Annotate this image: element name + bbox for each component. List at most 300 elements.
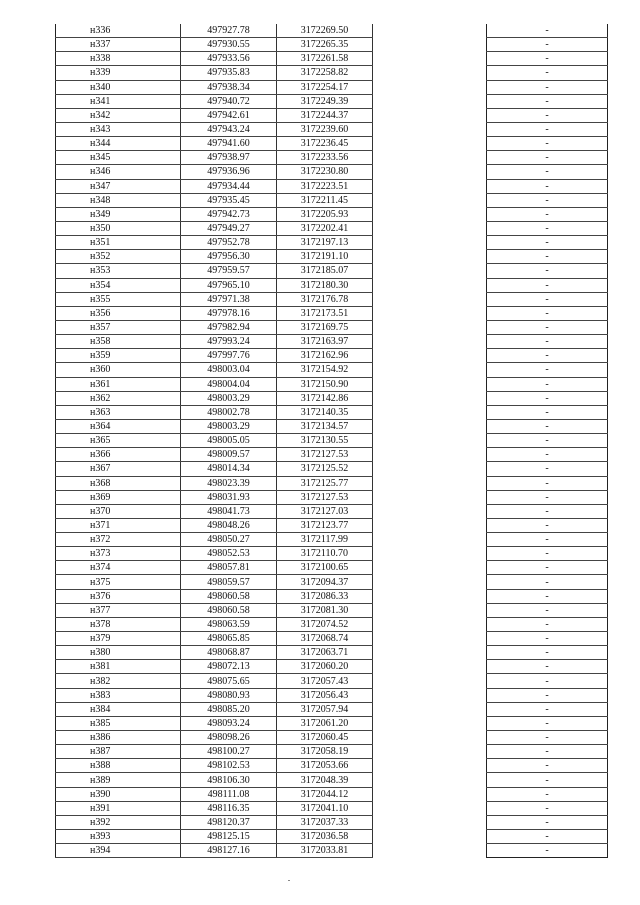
x-coordinate-cell: 497956.30: [181, 250, 277, 264]
x-coordinate-cell: 498057.81: [181, 561, 277, 575]
point-cell: н341: [56, 94, 181, 108]
note-cell: -: [487, 264, 608, 278]
blank-cell: [373, 122, 487, 136]
y-coordinate-cell: 3172053.66: [277, 759, 373, 773]
y-coordinate-cell: 3172125.52: [277, 462, 373, 476]
x-coordinate-cell: 497935.83: [181, 66, 277, 80]
x-coordinate-cell: 498072.13: [181, 660, 277, 674]
point-cell: н381: [56, 660, 181, 674]
table-row: [56, 688, 608, 702]
note-cell: -: [487, 250, 608, 264]
table-row: [56, 575, 608, 589]
x-coordinate-cell: 498075.65: [181, 674, 277, 688]
x-coordinate-cell: 498102.53: [181, 759, 277, 773]
point-cell: н344: [56, 137, 181, 151]
note-cell: -: [487, 236, 608, 250]
table-row: [56, 702, 608, 716]
point-cell: н339: [56, 66, 181, 80]
note-cell: -: [487, 844, 608, 858]
blank-cell: [373, 759, 487, 773]
note-cell: -: [487, 815, 608, 829]
blank-cell: [373, 589, 487, 603]
note-cell: -: [487, 221, 608, 235]
x-coordinate-cell: 498048.26: [181, 518, 277, 532]
table-row: [56, 250, 608, 264]
table-row: [56, 844, 608, 858]
blank-cell: [373, 547, 487, 561]
blank-cell: [373, 193, 487, 207]
table-row: [56, 151, 608, 165]
x-coordinate-cell: 498014.34: [181, 462, 277, 476]
y-coordinate-cell: 3172041.10: [277, 801, 373, 815]
table-row: [56, 292, 608, 306]
table-row: [56, 405, 608, 419]
blank-cell: [373, 391, 487, 405]
table-row: [56, 377, 608, 391]
y-coordinate-cell: 3172261.58: [277, 52, 373, 66]
note-cell: -: [487, 94, 608, 108]
y-coordinate-cell: 3172117.99: [277, 533, 373, 547]
point-cell: н337: [56, 38, 181, 52]
note-cell: -: [487, 674, 608, 688]
table-row: [56, 448, 608, 462]
y-coordinate-cell: 3172074.52: [277, 617, 373, 631]
note-cell: -: [487, 716, 608, 730]
point-cell: н383: [56, 688, 181, 702]
y-coordinate-cell: 3172037.33: [277, 815, 373, 829]
note-cell: -: [487, 787, 608, 801]
x-coordinate-cell: 498127.16: [181, 844, 277, 858]
point-cell: н393: [56, 830, 181, 844]
x-coordinate-cell: 498041.73: [181, 504, 277, 518]
blank-cell: [373, 179, 487, 193]
table-row: [56, 434, 608, 448]
table-row: [56, 108, 608, 122]
blank-cell: [373, 405, 487, 419]
y-coordinate-cell: 3172239.60: [277, 122, 373, 136]
note-cell: -: [487, 24, 608, 38]
blank-cell: [373, 250, 487, 264]
x-coordinate-cell: 498031.93: [181, 490, 277, 504]
y-coordinate-cell: 3172063.71: [277, 646, 373, 660]
x-coordinate-cell: 498120.37: [181, 815, 277, 829]
point-cell: н390: [56, 787, 181, 801]
note-cell: -: [487, 490, 608, 504]
y-coordinate-cell: 3172057.43: [277, 674, 373, 688]
note-cell: -: [487, 660, 608, 674]
blank-cell: [373, 38, 487, 52]
note-cell: -: [487, 688, 608, 702]
table-row: [56, 518, 608, 532]
x-coordinate-cell: 498003.04: [181, 363, 277, 377]
point-cell: н343: [56, 122, 181, 136]
y-coordinate-cell: 3172142.86: [277, 391, 373, 405]
blank-cell: [373, 603, 487, 617]
point-cell: н385: [56, 716, 181, 730]
x-coordinate-cell: 498023.39: [181, 476, 277, 490]
blank-cell: [373, 801, 487, 815]
table-row: [56, 137, 608, 151]
y-coordinate-cell: 3172060.45: [277, 731, 373, 745]
table-row: [56, 787, 608, 801]
x-coordinate-cell: 497952.78: [181, 236, 277, 250]
scan-speck: [288, 880, 290, 881]
y-coordinate-cell: 3172130.55: [277, 434, 373, 448]
blank-cell: [373, 448, 487, 462]
y-coordinate-cell: 3172211.45: [277, 193, 373, 207]
table-row: [56, 38, 608, 52]
table-row: [56, 731, 608, 745]
note-cell: -: [487, 363, 608, 377]
note-cell: -: [487, 589, 608, 603]
point-cell: н376: [56, 589, 181, 603]
table-row: [56, 589, 608, 603]
blank-cell: [373, 349, 487, 363]
table-row: [56, 759, 608, 773]
note-cell: -: [487, 292, 608, 306]
blank-cell: [373, 518, 487, 532]
y-coordinate-cell: 3172202.41: [277, 221, 373, 235]
y-coordinate-cell: 3172176.78: [277, 292, 373, 306]
x-coordinate-cell: 497934.44: [181, 179, 277, 193]
note-cell: -: [487, 617, 608, 631]
table-row: [56, 815, 608, 829]
y-coordinate-cell: 3172223.51: [277, 179, 373, 193]
table-row: [56, 716, 608, 730]
y-coordinate-cell: 3172056.43: [277, 688, 373, 702]
x-coordinate-cell: 498050.27: [181, 533, 277, 547]
table-row: [56, 80, 608, 94]
point-cell: н380: [56, 646, 181, 660]
point-cell: н345: [56, 151, 181, 165]
note-cell: -: [487, 547, 608, 561]
note-cell: -: [487, 518, 608, 532]
blank-cell: [373, 815, 487, 829]
table-row: [56, 320, 608, 334]
y-coordinate-cell: 3172236.45: [277, 137, 373, 151]
x-coordinate-cell: 498093.24: [181, 716, 277, 730]
note-cell: -: [487, 193, 608, 207]
point-cell: н382: [56, 674, 181, 688]
y-coordinate-cell: 3172180.30: [277, 278, 373, 292]
note-cell: -: [487, 108, 608, 122]
x-coordinate-cell: 498100.27: [181, 745, 277, 759]
note-cell: -: [487, 405, 608, 419]
x-coordinate-cell: 497930.55: [181, 38, 277, 52]
x-coordinate-cell: 497942.73: [181, 207, 277, 221]
x-coordinate-cell: 498002.78: [181, 405, 277, 419]
y-coordinate-cell: 3172060.20: [277, 660, 373, 674]
x-coordinate-cell: 497942.61: [181, 108, 277, 122]
table-row: [56, 646, 608, 660]
blank-cell: [373, 490, 487, 504]
blank-cell: [373, 702, 487, 716]
table-row: [56, 504, 608, 518]
blank-cell: [373, 207, 487, 221]
table-row: [56, 349, 608, 363]
x-coordinate-cell: 498125.15: [181, 830, 277, 844]
x-coordinate-cell: 498059.57: [181, 575, 277, 589]
blank-cell: [373, 80, 487, 94]
y-coordinate-cell: 3172048.39: [277, 773, 373, 787]
table-row: [56, 419, 608, 433]
y-coordinate-cell: 3172125.77: [277, 476, 373, 490]
blank-cell: [373, 844, 487, 858]
y-coordinate-cell: 3172127.53: [277, 490, 373, 504]
blank-cell: [373, 476, 487, 490]
point-cell: н359: [56, 349, 181, 363]
blank-cell: [373, 434, 487, 448]
x-coordinate-cell: 498065.85: [181, 632, 277, 646]
note-cell: -: [487, 801, 608, 815]
x-coordinate-cell: 497982.94: [181, 320, 277, 334]
note-cell: -: [487, 448, 608, 462]
x-coordinate-cell: 497949.27: [181, 221, 277, 235]
x-coordinate-cell: 498005.05: [181, 434, 277, 448]
table-row: [56, 490, 608, 504]
x-coordinate-cell: 498060.58: [181, 589, 277, 603]
x-coordinate-cell: 497935.45: [181, 193, 277, 207]
blank-cell: [373, 660, 487, 674]
point-cell: н362: [56, 391, 181, 405]
point-cell: н374: [56, 561, 181, 575]
point-cell: н367: [56, 462, 181, 476]
blank-cell: [373, 278, 487, 292]
table-row: [56, 830, 608, 844]
point-cell: н371: [56, 518, 181, 532]
blank-cell: [373, 24, 487, 38]
note-cell: -: [487, 575, 608, 589]
x-coordinate-cell: 497978.16: [181, 306, 277, 320]
point-cell: н356: [56, 306, 181, 320]
point-cell: н353: [56, 264, 181, 278]
table-row: [56, 122, 608, 136]
point-cell: н389: [56, 773, 181, 787]
point-cell: н354: [56, 278, 181, 292]
y-coordinate-cell: 3172057.94: [277, 702, 373, 716]
blank-cell: [373, 731, 487, 745]
note-cell: -: [487, 335, 608, 349]
point-cell: н387: [56, 745, 181, 759]
y-coordinate-cell: 3172185.07: [277, 264, 373, 278]
point-cell: н372: [56, 533, 181, 547]
point-cell: н378: [56, 617, 181, 631]
table-row: [56, 745, 608, 759]
note-cell: -: [487, 745, 608, 759]
y-coordinate-cell: 3172110.70: [277, 547, 373, 561]
point-cell: н392: [56, 815, 181, 829]
point-cell: н348: [56, 193, 181, 207]
y-coordinate-cell: 3172173.51: [277, 306, 373, 320]
x-coordinate-cell: 497933.56: [181, 52, 277, 66]
x-coordinate-cell: 497938.97: [181, 151, 277, 165]
y-coordinate-cell: 3172244.37: [277, 108, 373, 122]
blank-cell: [373, 236, 487, 250]
note-cell: -: [487, 391, 608, 405]
point-cell: н377: [56, 603, 181, 617]
table-row: [56, 24, 608, 38]
x-coordinate-cell: 497993.24: [181, 335, 277, 349]
y-coordinate-cell: 3172269.50: [277, 24, 373, 38]
blank-cell: [373, 533, 487, 547]
note-cell: -: [487, 179, 608, 193]
table-row: [56, 674, 608, 688]
note-cell: -: [487, 151, 608, 165]
point-cell: н350: [56, 221, 181, 235]
blank-cell: [373, 221, 487, 235]
x-coordinate-cell: 497971.38: [181, 292, 277, 306]
point-cell: н352: [56, 250, 181, 264]
x-coordinate-cell: 498052.53: [181, 547, 277, 561]
table-row: [56, 264, 608, 278]
x-coordinate-cell: 497940.72: [181, 94, 277, 108]
y-coordinate-cell: 3172258.82: [277, 66, 373, 80]
y-coordinate-cell: 3172140.35: [277, 405, 373, 419]
x-coordinate-cell: 498003.29: [181, 391, 277, 405]
blank-cell: [373, 108, 487, 122]
note-cell: -: [487, 320, 608, 334]
blank-cell: [373, 561, 487, 575]
blank-cell: [373, 688, 487, 702]
blank-cell: [373, 292, 487, 306]
blank-cell: [373, 632, 487, 646]
blank-cell: [373, 94, 487, 108]
point-cell: н363: [56, 405, 181, 419]
point-cell: н336: [56, 24, 181, 38]
point-cell: н394: [56, 844, 181, 858]
table-row: [56, 801, 608, 815]
point-cell: н386: [56, 731, 181, 745]
y-coordinate-cell: 3172086.33: [277, 589, 373, 603]
x-coordinate-cell: 498085.20: [181, 702, 277, 716]
y-coordinate-cell: 3172044.12: [277, 787, 373, 801]
blank-cell: [373, 745, 487, 759]
blank-cell: [373, 66, 487, 80]
blank-cell: [373, 151, 487, 165]
note-cell: -: [487, 731, 608, 745]
table-row: [56, 462, 608, 476]
blank-cell: [373, 575, 487, 589]
table-row: [56, 165, 608, 179]
note-cell: -: [487, 632, 608, 646]
x-coordinate-cell: 497927.78: [181, 24, 277, 38]
note-cell: -: [487, 52, 608, 66]
x-coordinate-cell: 498098.26: [181, 731, 277, 745]
table-row: [56, 476, 608, 490]
note-cell: -: [487, 306, 608, 320]
note-cell: -: [487, 504, 608, 518]
x-coordinate-cell: 498068.87: [181, 646, 277, 660]
note-cell: -: [487, 603, 608, 617]
y-coordinate-cell: 3172197.13: [277, 236, 373, 250]
y-coordinate-cell: 3172265.35: [277, 38, 373, 52]
blank-cell: [373, 674, 487, 688]
y-coordinate-cell: 3172127.53: [277, 448, 373, 462]
y-coordinate-cell: 3172061.20: [277, 716, 373, 730]
note-cell: -: [487, 122, 608, 136]
blank-cell: [373, 419, 487, 433]
point-cell: н384: [56, 702, 181, 716]
table-row: [56, 632, 608, 646]
point-cell: н368: [56, 476, 181, 490]
table-row: [56, 363, 608, 377]
note-cell: -: [487, 207, 608, 221]
point-cell: н355: [56, 292, 181, 306]
y-coordinate-cell: 3172154.92: [277, 363, 373, 377]
blank-cell: [373, 773, 487, 787]
table-row: [56, 547, 608, 561]
point-cell: н338: [56, 52, 181, 66]
y-coordinate-cell: 3172134.57: [277, 419, 373, 433]
note-cell: -: [487, 377, 608, 391]
table-row: [56, 278, 608, 292]
note-cell: -: [487, 434, 608, 448]
y-coordinate-cell: 3172150.90: [277, 377, 373, 391]
point-cell: н364: [56, 419, 181, 433]
note-cell: -: [487, 702, 608, 716]
point-cell: н373: [56, 547, 181, 561]
x-coordinate-cell: 497938.34: [181, 80, 277, 94]
y-coordinate-cell: 3172081.30: [277, 603, 373, 617]
note-cell: -: [487, 561, 608, 575]
point-cell: н375: [56, 575, 181, 589]
blank-cell: [373, 306, 487, 320]
x-coordinate-cell: 498106.30: [181, 773, 277, 787]
y-coordinate-cell: 3172100.65: [277, 561, 373, 575]
point-cell: н351: [56, 236, 181, 250]
x-coordinate-cell: 498111.08: [181, 787, 277, 801]
y-coordinate-cell: 3172233.56: [277, 151, 373, 165]
point-cell: н360: [56, 363, 181, 377]
table-row: [56, 221, 608, 235]
blank-cell: [373, 320, 487, 334]
point-cell: н379: [56, 632, 181, 646]
blank-cell: [373, 52, 487, 66]
y-coordinate-cell: 3172205.93: [277, 207, 373, 221]
point-cell: н342: [56, 108, 181, 122]
note-cell: -: [487, 773, 608, 787]
x-coordinate-cell: 497965.10: [181, 278, 277, 292]
blank-cell: [373, 646, 487, 660]
point-cell: н366: [56, 448, 181, 462]
coordinate-table: [55, 24, 608, 858]
y-coordinate-cell: 3172230.80: [277, 165, 373, 179]
note-cell: -: [487, 419, 608, 433]
note-cell: -: [487, 646, 608, 660]
table-row: [56, 533, 608, 547]
note-cell: -: [487, 80, 608, 94]
coordinate-rows: [56, 24, 608, 858]
y-coordinate-cell: 3172249.39: [277, 94, 373, 108]
blank-cell: [373, 363, 487, 377]
x-coordinate-cell: 497943.24: [181, 122, 277, 136]
x-coordinate-cell: 498116.35: [181, 801, 277, 815]
y-coordinate-cell: 3172191.10: [277, 250, 373, 264]
y-coordinate-cell: 3172254.17: [277, 80, 373, 94]
y-coordinate-cell: 3172169.75: [277, 320, 373, 334]
note-cell: -: [487, 533, 608, 547]
point-cell: н361: [56, 377, 181, 391]
table-row: [56, 660, 608, 674]
table-row: [56, 66, 608, 80]
y-coordinate-cell: 3172058.19: [277, 745, 373, 759]
blank-cell: [373, 716, 487, 730]
point-cell: н391: [56, 801, 181, 815]
note-cell: -: [487, 137, 608, 151]
y-coordinate-cell: 3172094.37: [277, 575, 373, 589]
x-coordinate-cell: 497936.96: [181, 165, 277, 179]
x-coordinate-cell: 498080.93: [181, 688, 277, 702]
